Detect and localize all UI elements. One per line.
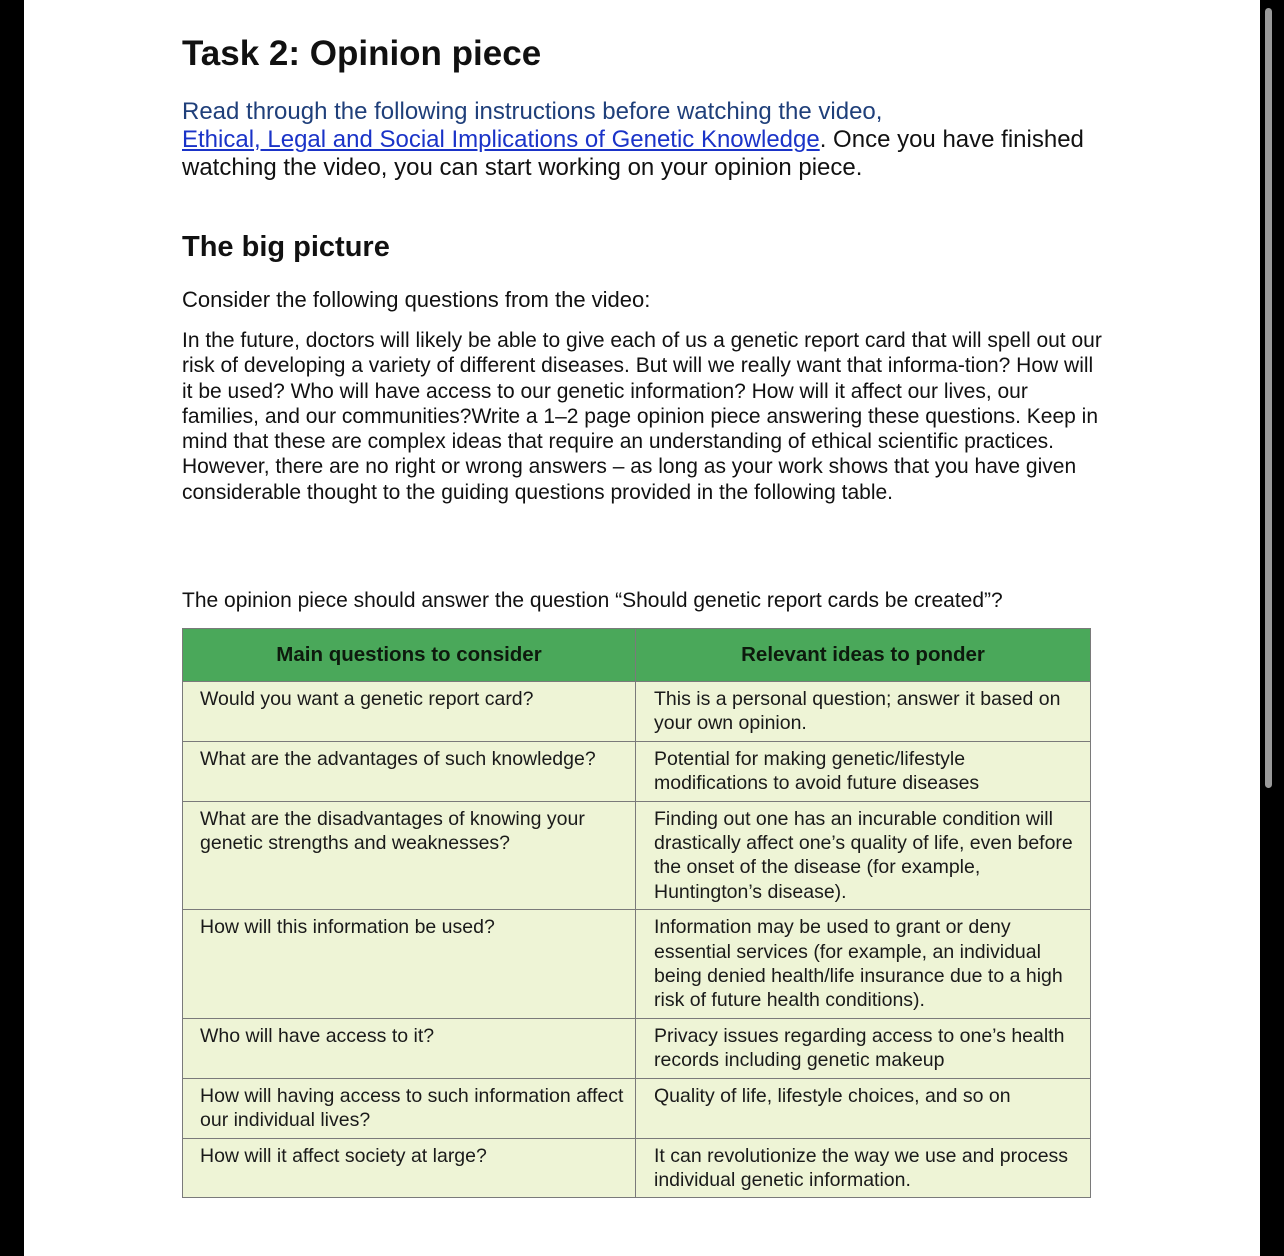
consider-text: Consider the following questions from the video: — [182, 287, 651, 312]
question-cell: What are the advantages of such knowledge? — [183, 741, 636, 801]
intro-continuation: . Once you have finished watching the video, you can start working on your opinion piece. — [182, 126, 1084, 181]
table-row — [183, 801, 1091, 910]
table-row — [183, 682, 1091, 742]
idea-cell: Information may be used to grant or deny essential services (for example, an individual being denied health/life insurance due to a high risk of future health conditions). — [636, 910, 1091, 1019]
opinion-question: The opinion piece should answer the question “Should genetic report cards be created”? — [182, 589, 1003, 612]
question-cell: Would you want a genetic report card? — [183, 682, 636, 742]
header-relevant-ideas: Relevant ideas to ponder — [636, 629, 1091, 682]
question-cell: How will this information be used? — [183, 910, 636, 1019]
question-cell: How will it affect society at large? — [183, 1138, 636, 1198]
idea-cell: Privacy issues regarding access to one’s health records including genetic makeup — [636, 1018, 1091, 1078]
question-cell: Who will have access to it? — [183, 1018, 636, 1078]
header-main-questions: Main questions to consider — [183, 629, 636, 682]
section-title: The big picture — [182, 231, 390, 263]
table-row — [183, 1018, 1091, 1078]
idea-cell: It can revolutionize the way we use and process individual genetic information. — [636, 1138, 1091, 1198]
table-row — [183, 1138, 1091, 1198]
video-link[interactable]: Ethical, Legal and Social Implications of Genetic Knowledge — [182, 126, 820, 153]
intro-paragraph — [182, 98, 1102, 182]
table-row — [183, 910, 1091, 1019]
questions-table — [182, 628, 1091, 1198]
idea-cell: This is a personal question; answer it based on your own opinion. — [636, 682, 1091, 742]
body-paragraph: In the future, doctors will likely be able to give each of us a genetic report card that will spell out our risk of developing a variety of different diseases. But will we really want that informa-tion? How will it be used? Who will have access to our genetic information? How will it affect our lives, our families, and our communities?Write a 1–2 page opinion piece answering these questions. Keep in mind that these are complex ideas that require an understanding of ethical scientific practices. However, there are no right or wrong answers – as long as your work shows that you have given considerable thought to the guiding questions provided in the following table. — [182, 329, 1102, 504]
question-cell: What are the disadvantages of knowing your genetic strengths and weaknesses? — [183, 801, 636, 910]
idea-cell: Potential for making genetic/lifestyle modifications to avoid future diseases — [636, 741, 1091, 801]
idea-cell: Quality of life, lifestyle choices, and so on — [636, 1078, 1091, 1138]
table-row — [183, 741, 1091, 801]
page-title: Task 2: Opinion piece — [182, 34, 542, 73]
intro-line: Read through the following instructions before watching the video, — [182, 98, 883, 125]
scrollbar-thumb[interactable] — [1265, 8, 1272, 788]
idea-cell: Finding out one has an incurable condition will drastically affect one’s quality of life, even before the onset of the disease (for example, Huntington’s disease). — [636, 801, 1091, 910]
question-cell: How will having access to such information affect our individual lives? — [183, 1078, 636, 1138]
table-row — [183, 1078, 1091, 1138]
scrollbar-track[interactable] — [1260, 0, 1284, 1256]
table-header-row — [183, 629, 1091, 682]
